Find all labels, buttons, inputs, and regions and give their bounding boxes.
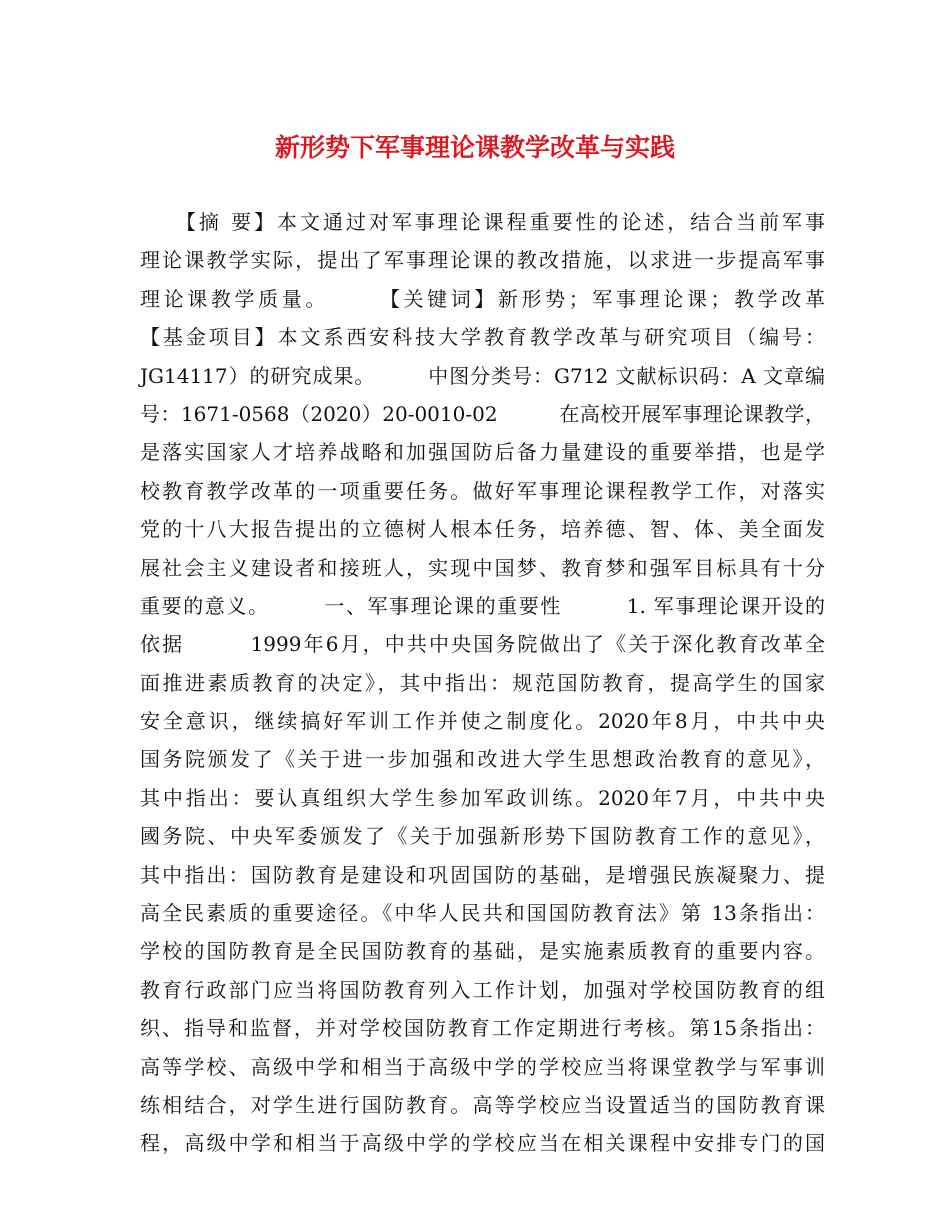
body-line: 重要的意义。 一、军事理论课的重要性 1. 军事理论课开设的 xyxy=(140,593,825,618)
document-body xyxy=(140,203,825,1163)
body-line: 学校的国防教育是全民国防教育的基础，是实施素质教育的重要内容。 xyxy=(140,939,825,964)
body-line: 【摘 要】本文通过对军事理论课程重要性的论述，结合当前军事 xyxy=(140,210,825,234)
body-line: 其中指出：国防教育是建设和巩固国防的基础，是增强民族凝聚力、提 xyxy=(140,862,825,887)
body-line: 织、指导和监督，并对学校国防教育工作定期进行考核。第15条指出： xyxy=(140,1016,825,1041)
body-line: 教育行政部门应当将国防教育列入工作计划，加强对学校国防教育的组 xyxy=(140,977,825,1002)
body-line: 依据 1999年6月，中共中央国务院做出了《关于深化教育改革全 xyxy=(140,632,825,657)
body-line: 高全民素质的重要途径。《中华人民共和国国防教育法》第 13条指出： xyxy=(140,901,825,926)
body-line: 【基金项目】本文系西安科技大学教育教学改革与研究项目（编号： xyxy=(140,325,825,350)
body-line: 展社会主义建设者和接班人，实现中国梦、教育梦和强军目标具有十分 xyxy=(140,555,825,580)
body-line: 号：1671-0568（2020）20-0010-02 在高校开展军事理论课教学， xyxy=(140,401,825,426)
body-line: 理论课教学质量。 【关键词】新形势；军事理论课；教学改革 xyxy=(140,286,825,311)
body-line: 安全意识，继续搞好军训工作并使之制度化。2020年8月，中共中央 xyxy=(140,709,825,734)
body-line: 面推进素质教育的决定》，其中指出：规范国防教育，提高学生的国家 xyxy=(140,670,825,695)
body-line: JG14117）的研究成果。 中图分类号：G712 文献标识码：A 文章编 xyxy=(140,363,825,388)
body-line: 理论课教学实际，提出了军事理论课的教改措施，以求进一步提高军事 xyxy=(140,248,825,273)
body-line: 练相结合，对学生进行国防教育。高等学校应当设置适当的国防教育课 xyxy=(140,1092,825,1117)
body-line: 高等学校、高级中学和相当于高级中学的学校应当将课堂教学与军事训 xyxy=(140,1054,825,1079)
body-line: 国务院颁发了《关于进一步加强和改进大学生思想政治教育的意见》， xyxy=(140,747,825,772)
body-line: 國务院、中央军委颁发了《关于加强新形势下国防教育工作的意见》， xyxy=(140,824,825,849)
body-line: 程，高级中学和相当于高级中学的学校应当在相关课程中安排专门的国 xyxy=(140,1131,825,1156)
document-title: 新形势下军事理论课教学改革与实践 xyxy=(274,133,675,162)
body-line: 校教育教学改革的一项重要任务。做好军事理论课程教学工作，对落实 xyxy=(140,478,825,503)
body-line: 是落实国家人才培养战略和加强国防后备力量建设的重要举措，也是学 xyxy=(140,440,825,465)
body-line: 其中指出：要认真组织大学生参加军政训练。2020年7月，中共中央 xyxy=(140,785,825,810)
body-line: 党的十八大报告提出的立德树人根本任务，培养德、智、体、美全面发 xyxy=(140,517,825,542)
